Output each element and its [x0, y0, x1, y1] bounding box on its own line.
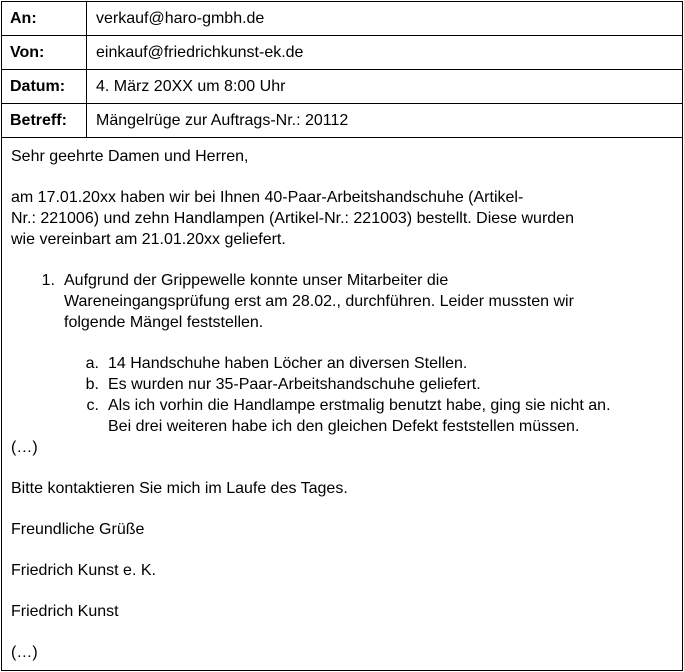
list-item	[11, 353, 682, 374]
from-label: Von:	[2, 36, 87, 69]
to-label: An:	[2, 2, 87, 35]
defect-text: Als ich vorhin die Handlampe erstmalig benutzt habe, ging sie nicht an.	[108, 397, 611, 414]
defect-text: 14 Handschuhe haben Löcher an diversen Stellen.	[108, 355, 468, 372]
intro-line-1: am 17.01.20xx haben wir bei Ihnen 40-Paar-Arbeitshandschuhe (Artikel-	[11, 189, 524, 206]
subject-label: Betreff:	[2, 104, 87, 137]
email-document	[1, 1, 683, 671]
email-body	[2, 138, 682, 663]
list-item	[11, 270, 682, 333]
signer-name: Friedrich Kunst	[11, 603, 119, 620]
ellipsis: (…)	[11, 644, 38, 661]
from-value: einkauf@friedrichkunst-ek.de	[96, 44, 304, 61]
intro-line-2: Nr.: 221006) und zehn Handlampen (Artikel-Nr.: 221003) bestellt. Diese wurden	[11, 210, 574, 227]
header-row-to	[2, 2, 682, 36]
company-name: Friedrich Kunst e. K.	[11, 562, 156, 579]
header-row-subject	[2, 104, 682, 138]
date-value: 4. März 20XX um 8:00 Uhr	[96, 78, 286, 95]
list-marker: a.	[85, 355, 99, 372]
point1-line-3: folgende Mängel feststellen.	[64, 314, 264, 331]
defect-text: Es wurden nur 35-Paar-Arbeitshandschuhe geliefert.	[108, 376, 481, 393]
list-marker: b.	[85, 376, 99, 393]
header-row-date	[2, 70, 682, 104]
subject-value: Mängelrüge zur Auftrags-Nr.: 20112	[96, 112, 349, 129]
header-row-from	[2, 36, 682, 70]
to-value: verkauf@haro-gmbh.de	[96, 10, 265, 27]
defect-list	[11, 353, 682, 437]
list-marker: c.	[86, 397, 99, 414]
defect-text: Bei drei weiteren habe ich den gleichen Defekt feststellen müssen.	[108, 418, 580, 435]
point1-line-1: Aufgrund der Grippewelle konnte unser Mitarbeiter die	[64, 272, 449, 289]
list-item	[11, 374, 682, 395]
ellipsis: (…)	[11, 439, 38, 456]
list-marker: 1.	[41, 272, 55, 289]
date-label: Datum:	[2, 70, 87, 103]
list-item	[11, 395, 682, 437]
intro-line-3: wie vereinbart am 21.01.20xx geliefert.	[11, 231, 286, 248]
closing: Freundliche Grüße	[11, 521, 145, 538]
point1-line-2: Wareneingangsprüfung erst am 28.02., durchführen. Leider mussten wir	[64, 293, 574, 310]
request-text: Bitte kontaktieren Sie mich im Laufe des Tages.	[11, 480, 348, 497]
salutation: Sehr geehrte Damen und Herren,	[11, 148, 249, 165]
